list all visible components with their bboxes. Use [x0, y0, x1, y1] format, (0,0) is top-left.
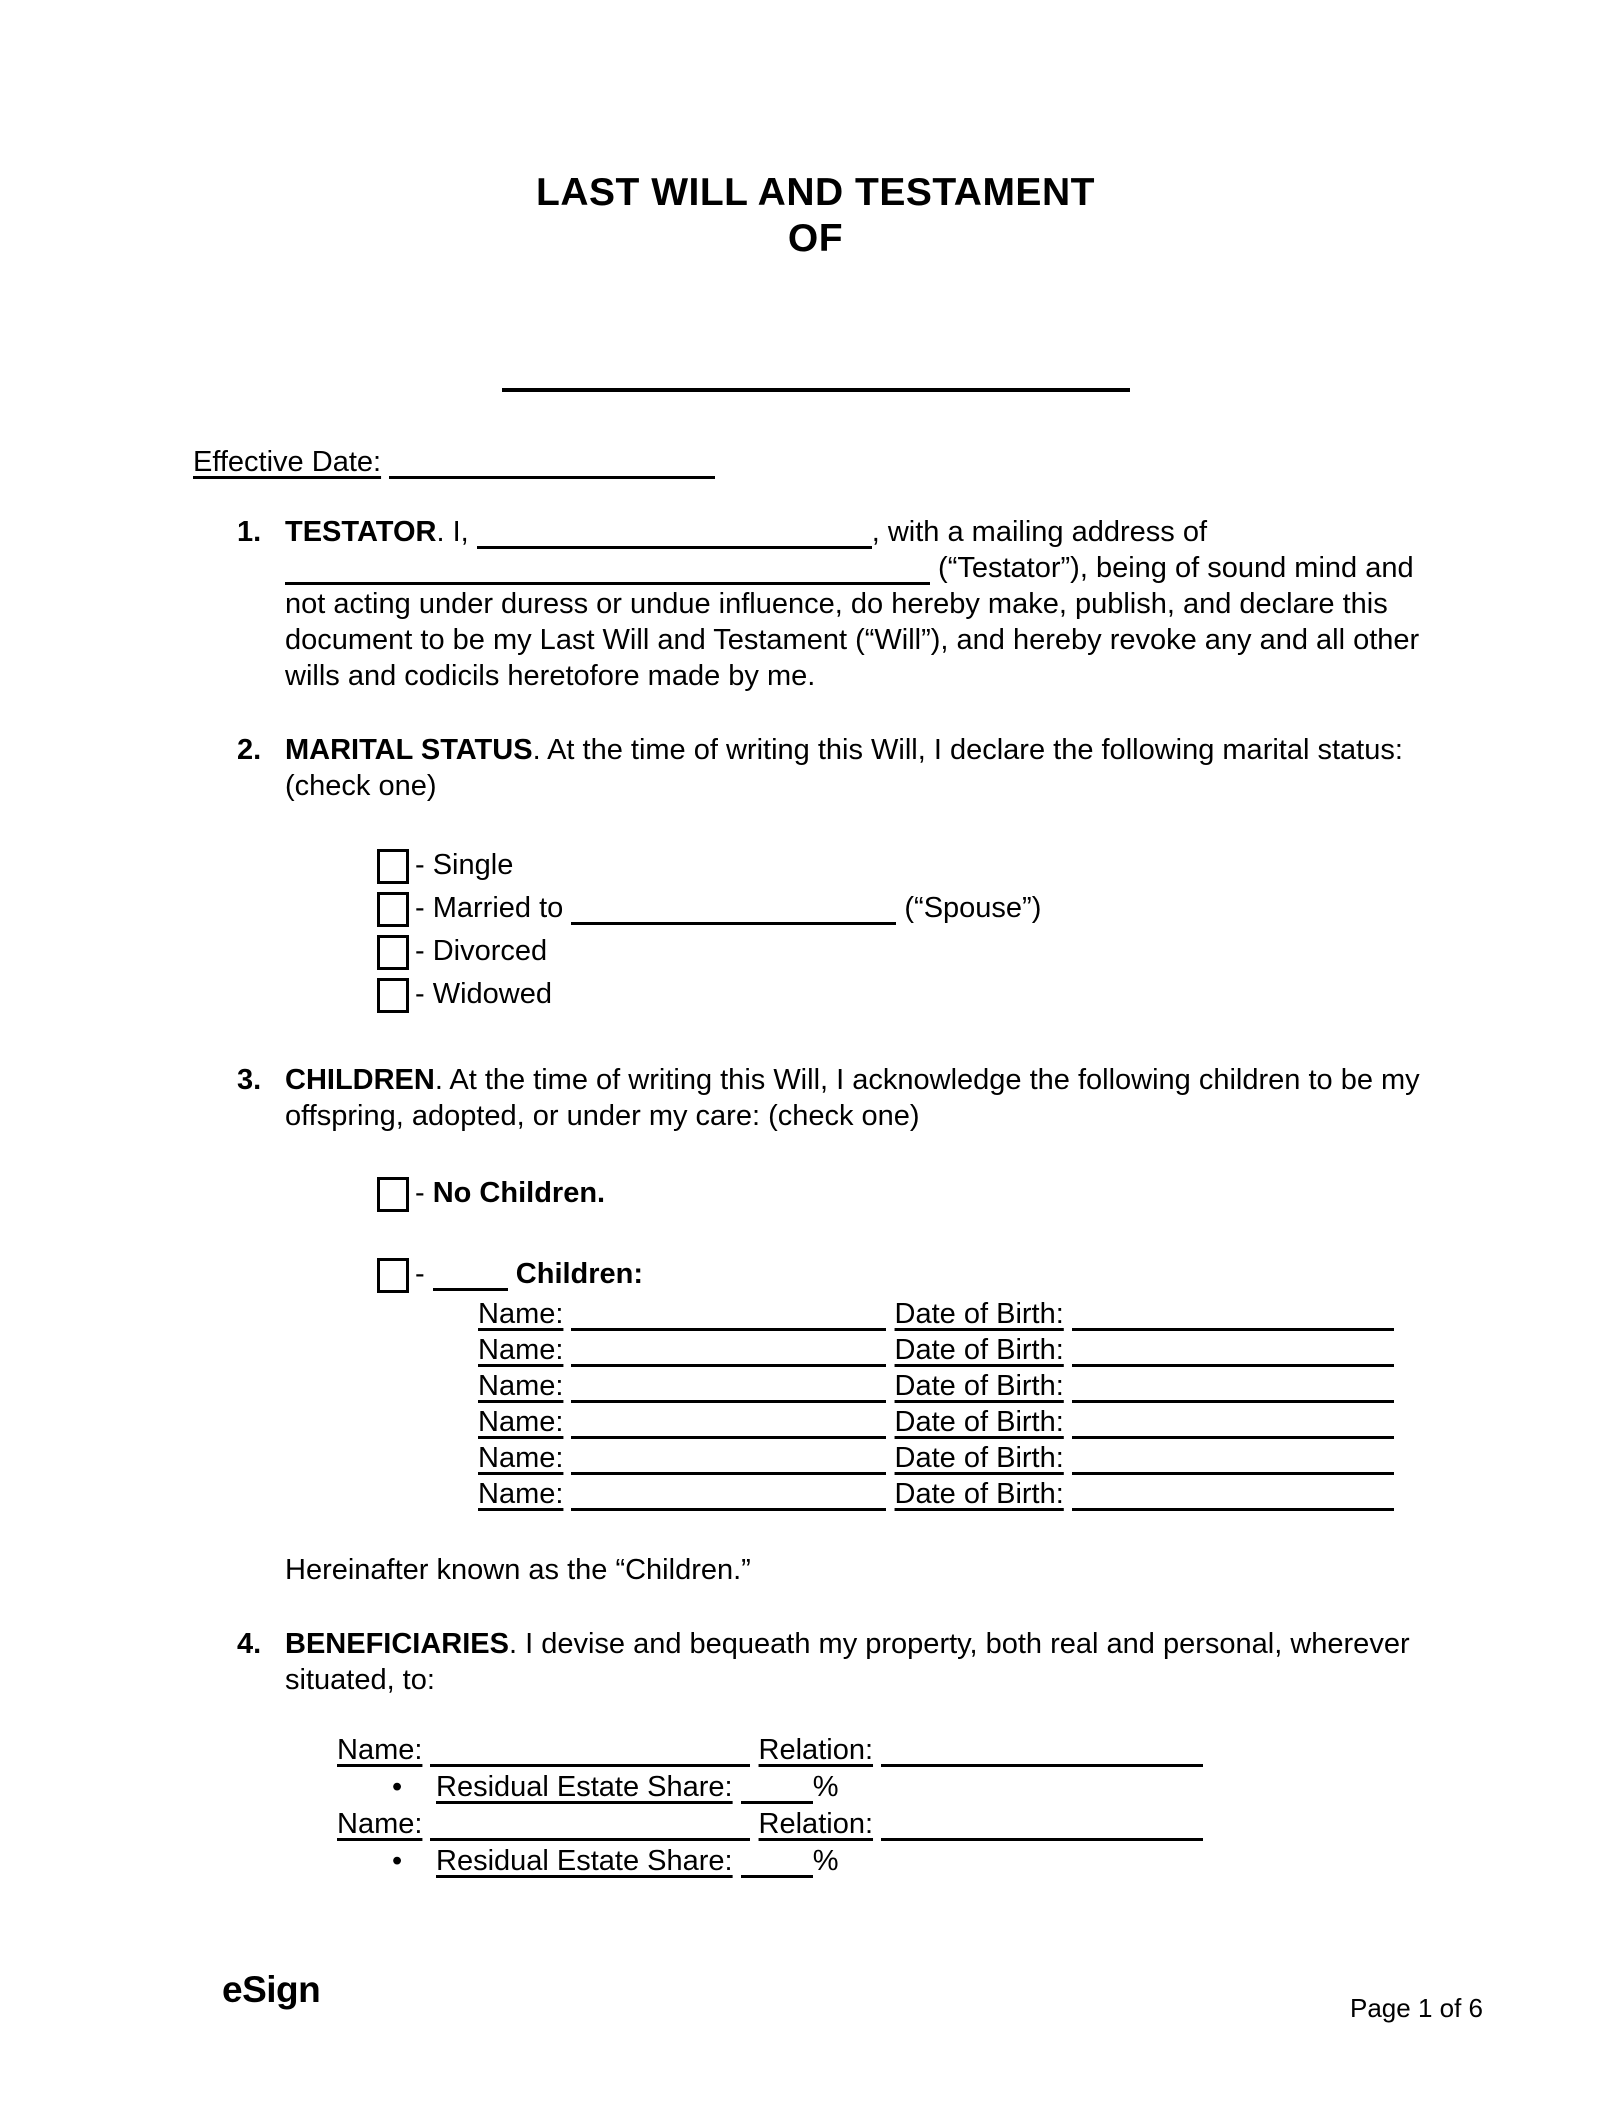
divorced-checkbox[interactable]	[377, 935, 409, 970]
no-children-label: No Children.	[432, 1177, 606, 1209]
section-marital-number: 2.	[237, 734, 262, 766]
has-children-dash: -	[415, 1258, 433, 1290]
child-dob-field[interactable]	[1072, 1445, 1394, 1475]
testator-closing-text: (“Testator”), being of sound mind and not acting under duress or undue influence, do hereby make, publish, and declare this document to be my Last Will and Testament (“Will”), and hereby revoke any and all other wills and codicils heretofore made by me.	[285, 552, 1420, 692]
child-name-field[interactable]	[571, 1337, 886, 1367]
single-label: - Single	[415, 849, 514, 881]
child-row	[478, 1440, 1438, 1476]
divorced-label: - Divorced	[415, 935, 548, 967]
page-number: Page 1 of 6	[1350, 1993, 1483, 2023]
child-name-label: Name:	[478, 1406, 564, 1438]
residual-share-field[interactable]	[741, 1774, 813, 1804]
child-row	[478, 1476, 1438, 1512]
beneficiary-share-row	[337, 1769, 1438, 1806]
section-beneficiaries-body	[285, 1626, 1438, 1880]
child-row	[478, 1368, 1438, 1404]
beneficiary-name-field[interactable]	[430, 1811, 750, 1841]
option-married-row	[377, 887, 1438, 930]
child-dob-label: Date of Birth:	[894, 1442, 1064, 1474]
child-dob-label: Date of Birth:	[894, 1406, 1064, 1438]
child-name-field[interactable]	[571, 1373, 886, 1403]
beneficiary-share-row	[337, 1843, 1438, 1880]
option-divorced-row	[377, 930, 1438, 973]
section-children	[193, 1062, 1438, 1588]
beneficiary-entry	[337, 1732, 1438, 1806]
bullet-icon: •	[392, 1845, 403, 1877]
section-testator-number: 1.	[237, 516, 262, 548]
children-body-text: . At the time of writing this Will, I acknowledge the following children to be my offspring, adopted, or under my care: (check one)	[285, 1064, 1420, 1132]
child-dob-field[interactable]	[1072, 1337, 1394, 1367]
child-name-label: Name:	[478, 1298, 564, 1330]
child-dob-label: Date of Birth:	[894, 1334, 1064, 1366]
section-marital-body	[285, 732, 1438, 1016]
percent-sign: %	[812, 1845, 839, 1877]
child-dob-field[interactable]	[1072, 1301, 1394, 1331]
child-dob-field[interactable]	[1072, 1373, 1394, 1403]
marital-body-text: . At the time of writing this Will, I declare the following marital status: (check one)	[285, 734, 1403, 802]
single-checkbox[interactable]	[377, 849, 409, 884]
testator-lead-text: . I,	[436, 516, 477, 548]
child-name-label: Name:	[478, 1478, 564, 1510]
no-children-checkbox[interactable]	[377, 1177, 409, 1212]
child-row	[478, 1332, 1438, 1368]
child-dob-field[interactable]	[1072, 1481, 1394, 1511]
section-testator-heading: TESTATOR	[285, 516, 437, 548]
married-label: - Married to	[415, 892, 572, 924]
beneficiary-relation-label: Relation:	[758, 1808, 874, 1840]
marital-paragraph	[285, 732, 1438, 804]
testator-name-field[interactable]	[477, 519, 872, 549]
no-children-dash: -	[415, 1177, 433, 1209]
beneficiaries-paragraph	[285, 1626, 1438, 1698]
child-dob-label: Date of Birth:	[894, 1478, 1064, 1510]
child-row	[478, 1296, 1438, 1332]
child-name-label: Name:	[478, 1442, 564, 1474]
option-widowed-row	[377, 973, 1438, 1016]
section-marital-status	[193, 732, 1438, 1016]
section-children-number: 3.	[237, 1064, 262, 1096]
section-children-heading: CHILDREN	[285, 1064, 435, 1096]
child-dob-label: Date of Birth:	[894, 1298, 1064, 1330]
beneficiary-entries	[337, 1732, 1438, 1880]
section-beneficiaries-number: 4.	[237, 1628, 262, 1660]
child-name-field[interactable]	[571, 1301, 886, 1331]
beneficiaries-body-text: . I devise and bequeath my property, both real and personal, wherever situated, to:	[285, 1628, 1410, 1696]
testator-mid-text: , with a mailing address of	[871, 516, 1208, 548]
child-row	[478, 1404, 1438, 1440]
esign-logo: eSign	[222, 1969, 321, 2010]
residual-share-label: Residual Estate Share:	[436, 1845, 733, 1877]
widowed-checkbox[interactable]	[377, 978, 409, 1013]
children-count-field[interactable]	[433, 1261, 508, 1291]
section-testator	[193, 514, 1438, 694]
beneficiary-relation-field[interactable]	[881, 1811, 1203, 1841]
testator-name-title-field[interactable]	[502, 388, 1130, 392]
marital-options	[377, 844, 1438, 1016]
widowed-label: - Widowed	[415, 978, 552, 1010]
beneficiary-entry	[337, 1806, 1438, 1880]
beneficiary-relation-field[interactable]	[881, 1737, 1203, 1767]
married-checkbox[interactable]	[377, 892, 409, 927]
bullet-icon: •	[392, 1771, 403, 1803]
beneficiary-name-label: Name:	[337, 1734, 423, 1766]
children-paragraph	[285, 1062, 1438, 1134]
section-marital-heading: MARITAL STATUS	[285, 734, 533, 766]
child-dob-label: Date of Birth:	[894, 1370, 1064, 1402]
effective-date-field[interactable]	[389, 449, 715, 479]
option-single-row	[377, 844, 1438, 887]
residual-share-field[interactable]	[741, 1848, 813, 1878]
beneficiary-relation-label: Relation:	[758, 1734, 874, 1766]
effective-date-label: Effective Date:	[193, 446, 382, 478]
child-name-label: Name:	[478, 1370, 564, 1402]
hereinafter-note: Hereinafter known as the “Children.”	[285, 1554, 751, 1586]
child-name-field[interactable]	[571, 1409, 886, 1439]
has-children-checkbox[interactable]	[377, 1258, 409, 1293]
title-line-2: OF	[787, 217, 844, 260]
mailing-address-field[interactable]	[285, 555, 930, 585]
title-line-1: LAST WILL AND TESTAMENT	[536, 171, 1095, 214]
children-table	[478, 1296, 1438, 1512]
beneficiary-name-field[interactable]	[430, 1737, 750, 1767]
beneficiary-name-row	[337, 1732, 1438, 1769]
child-name-field[interactable]	[571, 1481, 886, 1511]
child-name-field[interactable]	[571, 1445, 886, 1475]
residual-share-label: Residual Estate Share:	[436, 1771, 733, 1803]
beneficiary-name-row	[337, 1806, 1438, 1843]
has-children-row	[377, 1253, 1438, 1296]
spouse-suffix-label: (“Spouse”)	[896, 892, 1042, 924]
no-children-row	[377, 1172, 1438, 1215]
section-beneficiaries-heading: BENEFICIARIES	[285, 1628, 509, 1660]
document-title	[193, 0, 1438, 262]
effective-date-row	[193, 444, 1438, 480]
beneficiary-name-label: Name:	[337, 1808, 423, 1840]
percent-sign: %	[812, 1771, 839, 1803]
child-name-label: Name:	[478, 1334, 564, 1366]
has-children-label: Children:	[515, 1258, 644, 1290]
section-beneficiaries	[193, 1626, 1438, 1880]
section-testator-body	[285, 514, 1438, 694]
spouse-name-field[interactable]	[571, 895, 896, 925]
section-children-body	[285, 1062, 1438, 1588]
child-dob-field[interactable]	[1072, 1409, 1394, 1439]
